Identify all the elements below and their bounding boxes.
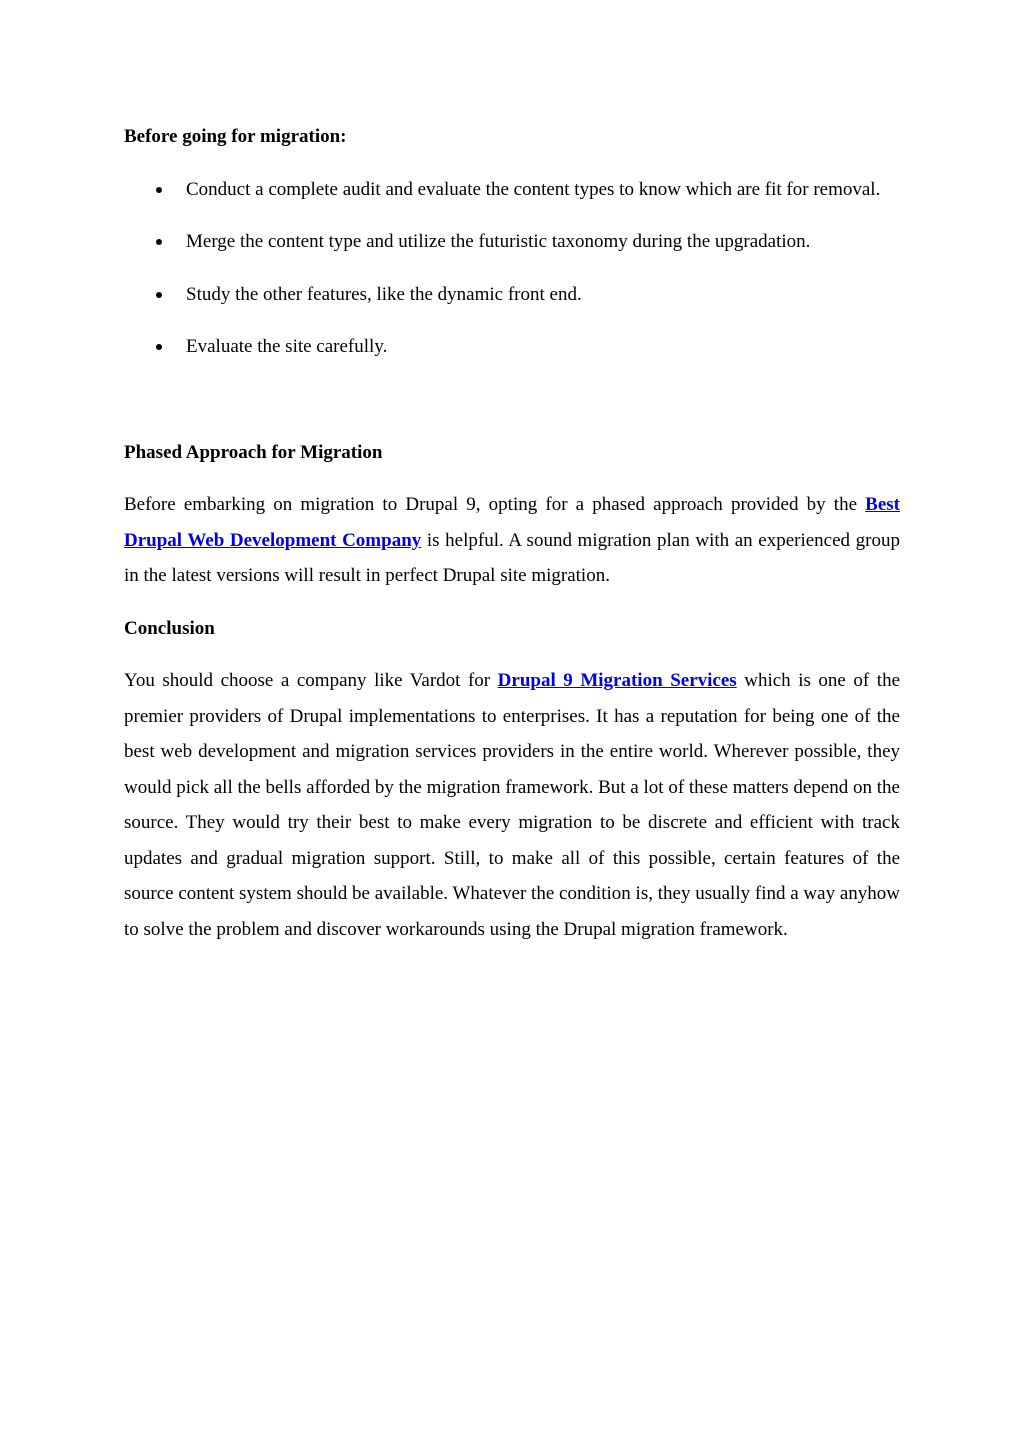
bullet-dot-icon [156,239,162,245]
list-item [124,277,900,313]
document-page [124,119,900,947]
list-item-text: Study the other features, like the dynamic front end. [186,283,582,305]
paragraph-text: Before embarking on migration to Drupal 9, opting for a phased approach provided by the [124,494,866,515]
before-migration-list [124,172,900,365]
bullet-dot-icon [156,187,162,193]
list-item-text: Conduct a complete audit and evaluate the content types to know which are fit for removal. [186,178,881,200]
list-item [124,224,900,260]
bullet-dot-icon [156,292,162,298]
list-item-text: Evaluate the site carefully. [186,336,388,357]
list-item-text: Merge the content type and utilize the futuristic taxonomy during the upgradation. [186,231,811,252]
phased-approach-paragraph [124,487,900,594]
paragraph-text: is helpful. A sound migration plan with an experienced group in the latest versions will result in perfect Drupal site migration. [124,529,900,586]
paragraph-text: You should choose a company like Vardot for [124,670,498,691]
heading-before-migration: Before going for migration: [124,126,347,147]
best-drupal-web-development-company-link[interactable]: Best Drupal Web Development Company [124,494,900,551]
conclusion-paragraph [124,663,900,947]
drupal-9-migration-services-link[interactable]: Drupal 9 Migration Services [497,670,737,691]
heading-conclusion: Conclusion [124,617,215,639]
list-item [124,329,900,365]
bullet-dot-icon [156,344,162,350]
paragraph-text: which is one of the premier providers of Drupal implementations to enterprises. It has a reputation for being one of the best web development and migration services providers in the entire world. Wherever possible, they would pick all the bells afforded by the migration framework. But a lot of these matters depend on the source. They would try their best to make every migration to be discrete and efficient with track updates and gradual migration support. Still, to make all of this possible, certain features of the source content system should be available. Whatever the condition is, they usually find a way anyhow to solve the problem and discover workarounds using the Drupal migration framework. [124,670,901,940]
heading-phased-approach: Phased Approach for Migration [124,441,383,463]
list-item [124,172,900,208]
